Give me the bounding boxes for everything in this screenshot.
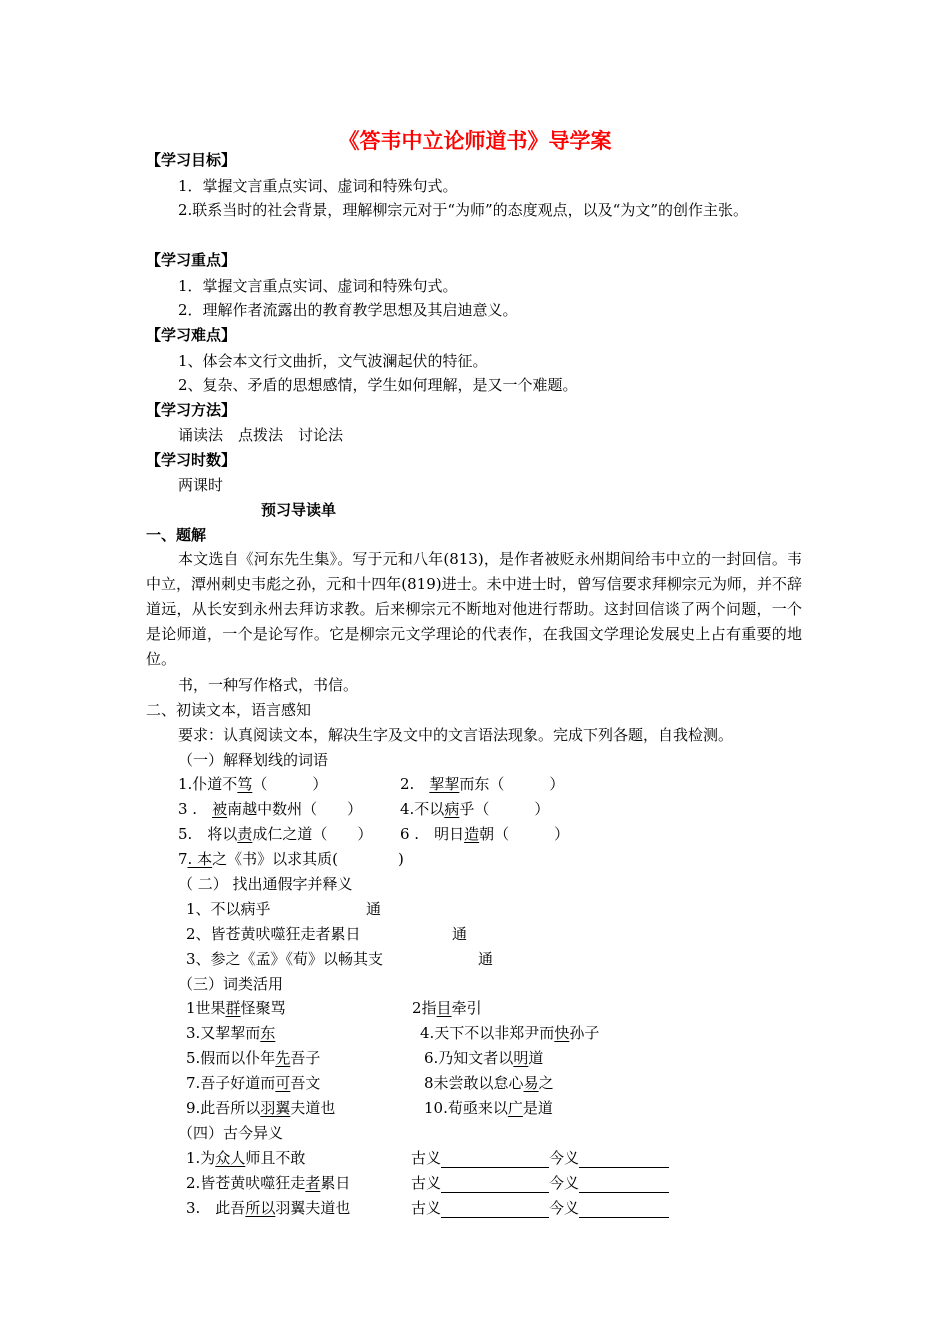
- section-heading-methods: 【学习方法】: [146, 401, 237, 419]
- explain-item-7: 7. 本之《书》以求其质( ): [178, 850, 404, 868]
- meaning-item-1-answers: [411, 1148, 669, 1168]
- modern-meaning-label: 今义: [549, 1174, 580, 1192]
- word-class-item-6: 6.乃知文者以明道: [424, 1049, 544, 1067]
- tongjia-item-1: 1、不以病乎: [186, 900, 271, 918]
- modern-meaning-blank[interactable]: [579, 1202, 669, 1218]
- section-heading-difficulties: 【学习难点】: [146, 326, 237, 344]
- meaning-item-2: 2.皆苍黄吠噬狂走者累日: [186, 1174, 351, 1192]
- ancient-meaning-blank[interactable]: [441, 1177, 549, 1193]
- word-class-item-1: 1世果群怪聚骂: [186, 999, 286, 1017]
- explain-item-6: 6 . 明日造朝（ ）: [400, 825, 570, 843]
- modern-meaning-blank[interactable]: [579, 1152, 669, 1168]
- key-point-item-1: 1．掌握文言重点实词、虚词和特殊句式。: [178, 277, 458, 295]
- explain-item-3: 3 . 被南越中数州（ ）: [178, 800, 363, 818]
- tongjia-label-1: 通: [366, 900, 382, 918]
- section-heading-hours: 【学习时数】: [146, 451, 237, 469]
- word-class-item-2: 2指目牵引: [412, 999, 482, 1017]
- ancient-meaning-label: 古义: [411, 1199, 442, 1217]
- section-heading-first-reading: 二、初读文本，语言感知: [146, 701, 312, 719]
- ancient-meaning-blank[interactable]: [441, 1152, 549, 1168]
- difficulty-item-2: 2、复杂、矛盾的思想感情，学生如何理解，是又一个难题。: [178, 376, 578, 394]
- word-class-item-9: 9.此吾所以羽翼夫道也: [186, 1099, 336, 1117]
- methods-text: 诵读法 点拨法 讨论法: [178, 426, 344, 444]
- explain-item-4: 4.不以病乎（ ）: [400, 800, 550, 818]
- meaning-item-1: 1.为众人师且不敢: [186, 1149, 306, 1167]
- subsection-heading-meaning-change: （四）古今异义: [178, 1124, 284, 1142]
- subsection-heading-explain: （一）解释划线的词语: [178, 751, 329, 769]
- word-class-item-3: 3.又挈挈而东: [186, 1024, 276, 1042]
- objective-item-1: 1．掌握文言重点实词、虚词和特殊句式。: [178, 177, 458, 195]
- tongjia-item-2: 2、皆苍黄吠噬狂走者累日: [186, 925, 361, 943]
- objective-item-2: 2.联系当时的社会背景，理解柳宗元对于“为师”的态度观点，以及“为文”的创作主张。: [178, 201, 748, 219]
- document-title: 《答韦中立论师道书》导学案: [338, 129, 612, 153]
- hours-text: 两课时: [178, 476, 224, 494]
- explain-item-2: 2. 挈挈而东（ ）: [400, 775, 565, 793]
- word-class-item-5: 5.假而以仆年先吾子: [186, 1049, 321, 1067]
- explain-item-1: 1.仆道不笃（ ）: [178, 775, 328, 793]
- explain-item-5: 5. 将以责成仁之道（ ）: [178, 825, 373, 843]
- first-reading-requirement: 要求：认真阅读文本，解决生字及文中的文言语法现象。完成下列各题，自我检测。: [178, 726, 734, 744]
- meaning-item-2-answers: [411, 1173, 669, 1193]
- meaning-item-3-answers: [411, 1198, 669, 1218]
- key-point-item-2: 2．理解作者流露出的教育教学思想及其启迪意义。: [178, 301, 518, 319]
- section-heading-key-points: 【学习重点】: [146, 251, 237, 269]
- tongjia-label-2: 通: [452, 925, 468, 943]
- subsection-heading-word-class: （三）词类活用: [178, 975, 284, 993]
- intro-note: 书，一种写作格式，书信。: [178, 676, 359, 694]
- word-class-item-8: 8未尝敢以怠心易之: [424, 1074, 554, 1092]
- ancient-meaning-label: 古义: [411, 1174, 442, 1192]
- preview-title: 预习导读单: [261, 501, 337, 519]
- tongjia-label-3: 通: [478, 950, 494, 968]
- difficulty-item-1: 1、体会本文行文曲折，文气波澜起伏的特征。: [178, 352, 488, 370]
- modern-meaning-label: 今义: [549, 1199, 580, 1217]
- section-heading-intro: 一、题解: [146, 526, 207, 544]
- meaning-item-3: 3. 此吾所以羽翼夫道也: [186, 1199, 351, 1217]
- ancient-meaning-label: 古义: [411, 1149, 442, 1167]
- modern-meaning-label: 今义: [549, 1149, 580, 1167]
- word-class-item-7: 7.吾子好道而可吾文: [186, 1074, 321, 1092]
- modern-meaning-blank[interactable]: [579, 1177, 669, 1193]
- subsection-heading-tongjia: （ 二） 找出通假字并释义: [178, 875, 353, 893]
- intro-paragraph: 本文选自《河东先生集》。写于元和八年(813)，是作者被贬永州期间给韦中立的一封回信。韦中立，潭州刺史韦彪之孙，元和十四年(819)进士。未中进士时，曾写信要求拜柳宗元为师，并不辞道远，从长安到永州去拜访求教。后来柳宗元不断地对他进行帮助。这封回信谈了两个问题，一个是论师道，一个是论写作。它是柳宗元文学理论的代表作，在我国文学理论发展史上占有重要的地位。: [146, 550, 802, 668]
- ancient-meaning-blank[interactable]: [441, 1202, 549, 1218]
- tongjia-item-3: 3、参之《孟》《荀》以畅其支: [186, 950, 384, 968]
- word-class-item-4: 4.天下不以非郑尹而快孙子: [420, 1024, 600, 1042]
- section-heading-objectives: 【学习目标】: [146, 151, 237, 169]
- word-class-item-10: 10.荀亟来以广是道: [424, 1099, 553, 1117]
